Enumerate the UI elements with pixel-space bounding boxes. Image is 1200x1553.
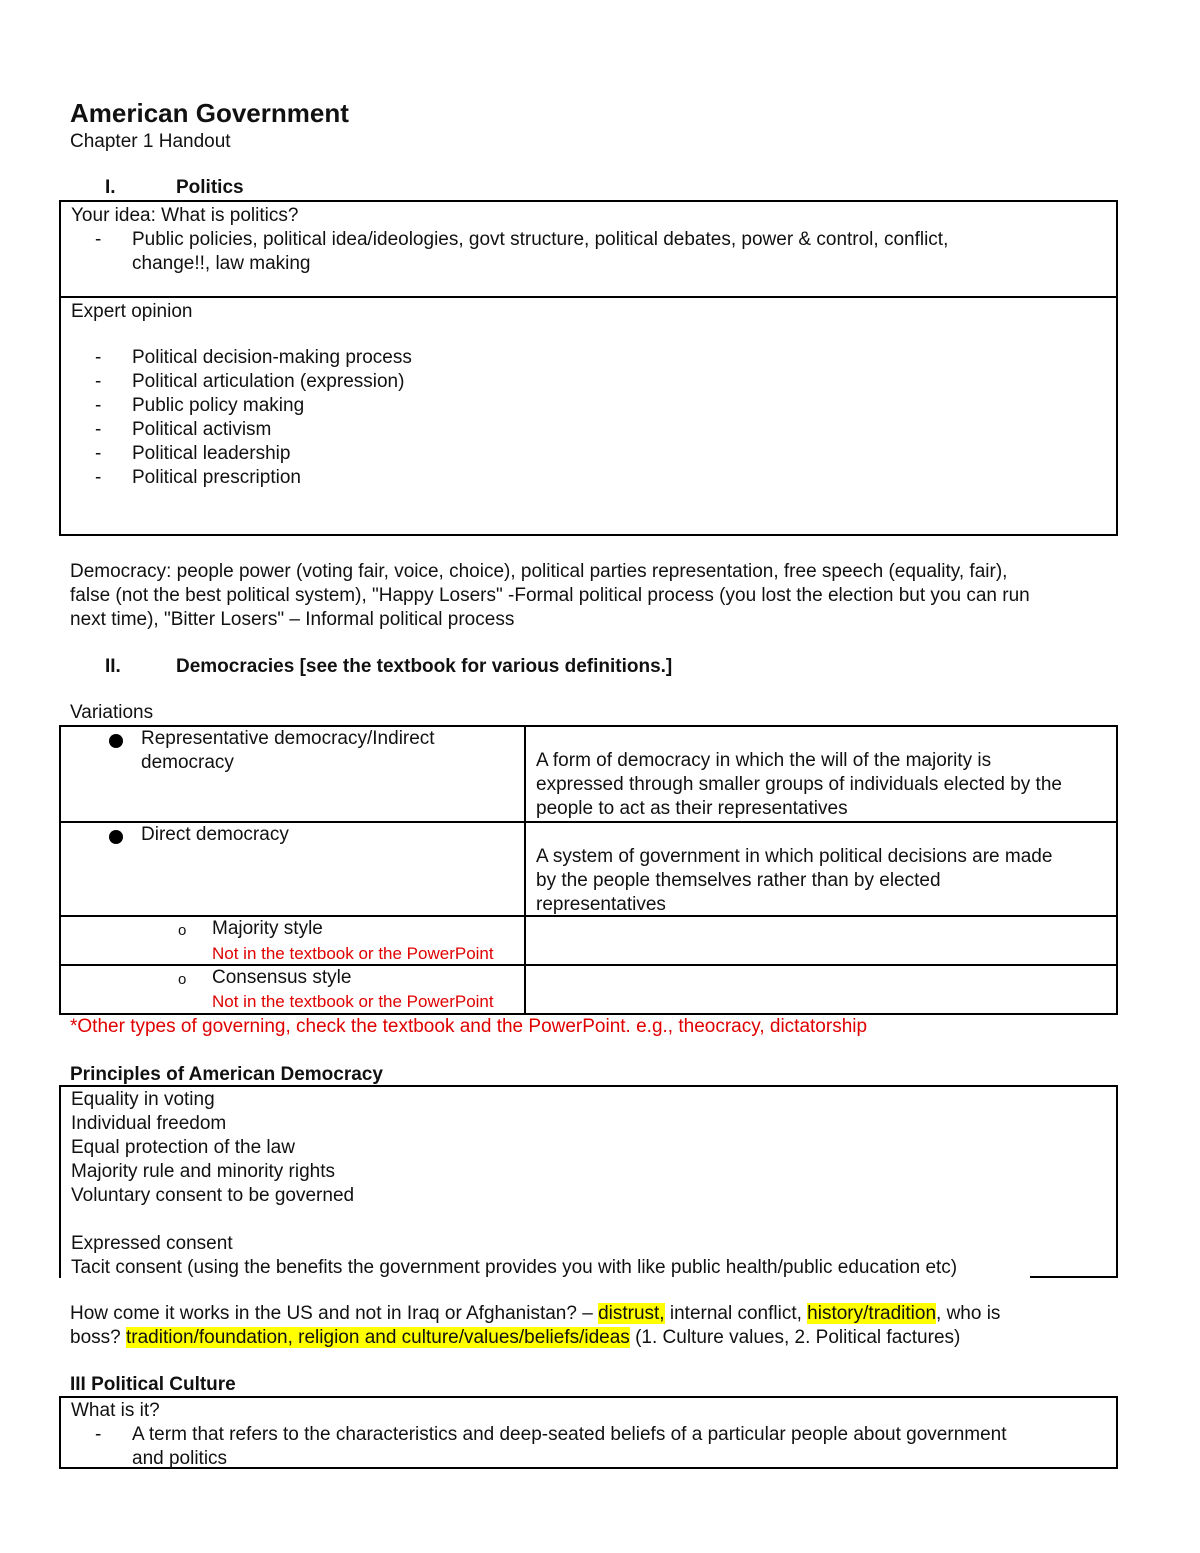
democracy-note-line: false (not the best political system), "Happy Losers" -Formal political process (you lost the election but you can run: [70, 585, 1030, 606]
definition-line: A system of government in which political decisions are made: [536, 846, 1053, 867]
expert-item: [61, 418, 1101, 442]
political-culture-label: What is it?: [71, 1400, 160, 1421]
document-subtitle: Chapter 1 Handout: [70, 131, 231, 152]
dash-marker: -: [95, 1424, 102, 1445]
political-culture-item: [61, 1423, 1101, 1447]
variation-direct: Direct democracy: [141, 824, 289, 845]
principles-box: [59, 1085, 1118, 1278]
expert-item: [61, 442, 1101, 466]
variation-majority-note: Not in the textbook or the PowerPoint: [212, 944, 494, 963]
variation-name-line: democracy: [141, 752, 234, 773]
dash-marker: -: [95, 419, 102, 440]
principle-item: Majority rule and minority rights: [71, 1161, 335, 1182]
expert-item-text: Political articulation (expression): [132, 371, 405, 392]
expert-item-text: Political leadership: [132, 443, 291, 464]
idea-label: Your idea: What is politics?: [71, 205, 299, 226]
section-1-number: I.: [105, 177, 116, 198]
variation-majority: Majority style: [212, 918, 323, 939]
expert-item: [61, 370, 1101, 394]
principle-item: Equality in voting: [71, 1089, 215, 1110]
circle-marker-icon: o: [178, 922, 187, 939]
expert-item: [61, 394, 1101, 418]
political-culture-item-continued: [61, 1447, 1101, 1471]
table-column-divider: [524, 725, 526, 1015]
highlight-distrust: distrust,: [598, 1303, 665, 1324]
definition-line: expressed through smaller groups of individuals elected by the: [536, 774, 1062, 795]
definition-line: by the people themselves rather than by elected: [536, 870, 941, 891]
principles-list: [71, 1088, 957, 1280]
question-text: , who is: [936, 1303, 1001, 1324]
variations-label: Variations: [70, 702, 154, 723]
expert-item: [61, 466, 1101, 490]
expert-box: [59, 296, 1118, 536]
definition-line: representatives: [536, 894, 666, 915]
question-paragraph: [70, 1302, 1130, 1350]
variation-consensus: Consensus style: [212, 967, 352, 988]
democracy-note: [70, 560, 1130, 632]
democracy-note-line: Democracy: people power (voting fair, voice, choice), political parties representation, free speech (equality, fair),: [70, 561, 1008, 582]
definition-line: people to act as their representatives: [536, 798, 848, 819]
definition-representative: [536, 749, 1062, 821]
document-title: American Government: [70, 98, 349, 128]
variation-name-line: Representative democracy/Indirect: [141, 728, 435, 749]
expert-label: Expert opinion: [71, 301, 193, 322]
principle-item: Individual freedom: [71, 1113, 227, 1134]
principles-box-underline: [1030, 1276, 1118, 1278]
highlight-tradition: tradition/foundation, religion and culture/values/beliefs/ideas: [125, 1327, 630, 1348]
dash-marker: -: [95, 229, 102, 250]
expert-list: [61, 346, 1101, 490]
bullet-icon: [109, 734, 123, 748]
question-line-2: [70, 1326, 1130, 1350]
expert-item-text: Political decision-making process: [132, 347, 412, 368]
principle-item: Tacit consent (using the benefits the government provides you with like public health/public education etc): [71, 1257, 958, 1278]
variation-representative: [141, 727, 435, 775]
idea-item-text: Public policies, political idea/ideologies, govt structure, political debates, power & control, conflict,: [132, 229, 949, 250]
expert-item: [61, 346, 1101, 370]
section-2-number: II.: [105, 656, 121, 677]
principle-item: Equal protection of the law: [71, 1137, 295, 1158]
principle-item: [71, 1208, 957, 1232]
political-culture-list: [61, 1423, 1101, 1471]
expert-item-text: Political activism: [132, 419, 272, 440]
other-types-note: *Other types of governing, check the textbook and the PowerPoint. e.g., theocracy, dictatorship: [70, 1016, 868, 1037]
idea-box: [59, 200, 1118, 298]
question-text: boss?: [70, 1327, 126, 1348]
bullet-icon: [109, 830, 123, 844]
idea-item-text: change!!, law making: [132, 253, 311, 274]
political-culture-box: [59, 1396, 1118, 1469]
dash-marker: -: [95, 395, 102, 416]
expert-item-text: Public policy making: [132, 395, 305, 416]
democracy-note-line: next time), "Bitter Losers" – Informal political process: [70, 609, 515, 630]
dash-marker: -: [95, 467, 102, 488]
question-text: How come it works in the US and not in Iraq or Afghanistan? –: [70, 1303, 599, 1324]
circle-marker-icon: o: [178, 971, 187, 988]
political-culture-text: and politics: [132, 1448, 228, 1469]
dash-marker: -: [95, 443, 102, 464]
definition-direct: [536, 845, 1052, 917]
question-text: (1. Culture values, 2. Political factures): [629, 1327, 961, 1348]
section-3-title: III Political Culture: [70, 1374, 236, 1395]
highlight-history: history/tradition: [807, 1303, 937, 1324]
section-1-title: Politics: [176, 177, 244, 198]
principle-item: Expressed consent: [71, 1233, 233, 1254]
political-culture-text: A term that refers to the characteristics and deep-seated beliefs of a particular people about government: [132, 1424, 1007, 1445]
question-line-1: [70, 1302, 1130, 1326]
dash-marker: -: [95, 347, 102, 368]
idea-item: [61, 228, 1111, 252]
idea-list: [71, 228, 1111, 276]
principles-title: Principles of American Democracy: [70, 1064, 383, 1085]
question-text: internal conflict,: [664, 1303, 808, 1324]
definition-line: A form of democracy in which the will of the majority is: [536, 750, 992, 771]
principle-item: Voluntary consent to be governed: [71, 1185, 355, 1206]
idea-item-continued: [61, 252, 1111, 276]
section-2-title: Democracies [see the textbook for various definitions.]: [176, 656, 673, 677]
dash-marker: -: [95, 371, 102, 392]
expert-item-text: Political prescription: [132, 467, 301, 488]
variation-consensus-note: Not in the textbook or the PowerPoint: [212, 992, 494, 1011]
